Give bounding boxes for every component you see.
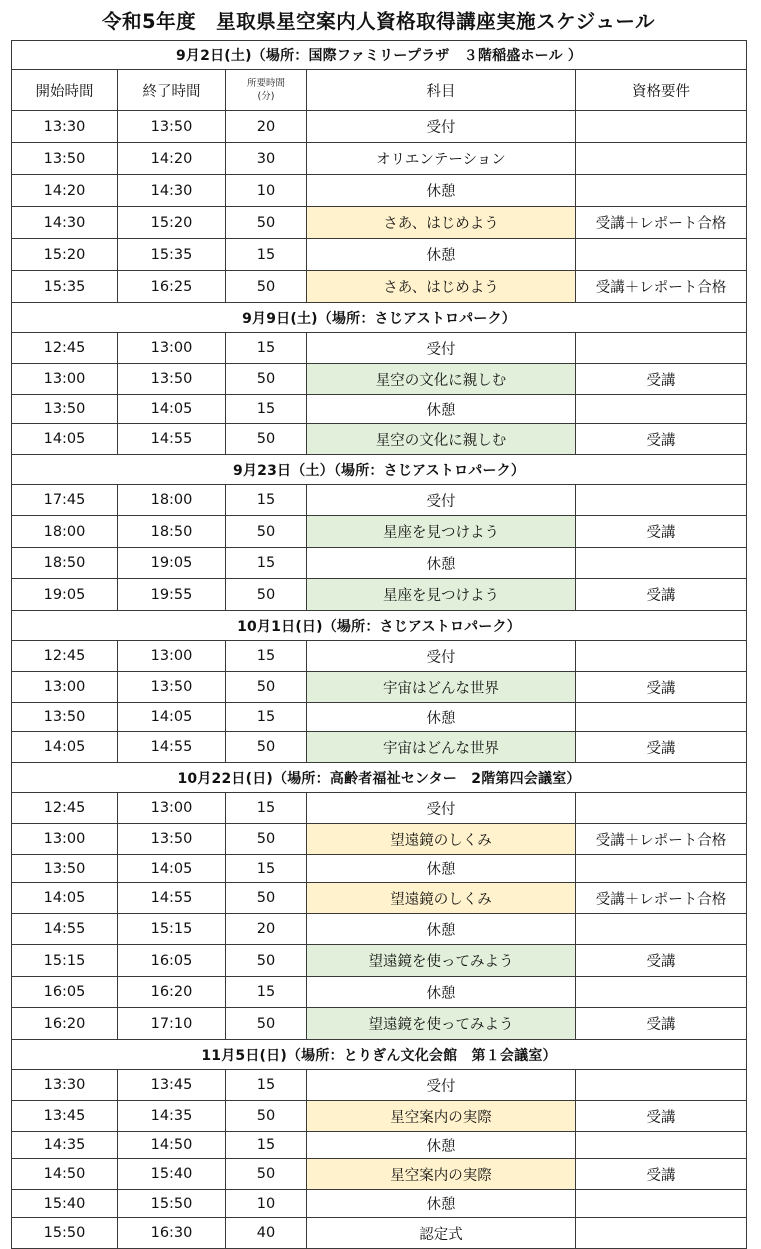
subject: 休憩 (307, 548, 576, 579)
table-row (12, 364, 747, 395)
table-row (12, 485, 747, 516)
end-time: 13:50 (118, 824, 226, 855)
start-time: 13:00 (12, 364, 118, 395)
start-time: 15:40 (12, 1190, 118, 1218)
end-time: 13:50 (118, 111, 226, 143)
duration-minutes: 50 (226, 364, 307, 395)
end-time: 13:00 (118, 641, 226, 672)
duration-minutes: 15 (226, 855, 307, 883)
table-row (12, 793, 747, 824)
end-time: 18:50 (118, 516, 226, 548)
requirement: 受講＋レポート合格 (576, 824, 747, 855)
start-time: 14:05 (12, 424, 118, 455)
duration-minutes: 20 (226, 914, 307, 945)
end-time: 15:50 (118, 1190, 226, 1218)
requirement: 受講 (576, 672, 747, 703)
start-time: 15:35 (12, 271, 118, 303)
start-time: 13:50 (12, 395, 118, 424)
start-time: 14:05 (12, 883, 118, 914)
subject: 休憩 (307, 1190, 576, 1218)
subject: 望遠鏡のしくみ (307, 883, 576, 914)
subject: 宇宙はどんな世界 (307, 672, 576, 703)
subject: 宇宙はどんな世界 (307, 732, 576, 763)
end-time: 18:00 (118, 485, 226, 516)
schedule-sheet (11, 4, 746, 1249)
table-row (12, 579, 747, 611)
requirement (576, 703, 747, 732)
subject: 受付 (307, 1070, 576, 1101)
section-heading-row (12, 611, 747, 641)
section-heading-row (12, 41, 747, 70)
requirement (576, 1070, 747, 1101)
duration-minutes: 50 (226, 271, 307, 303)
section-heading: 11月5日(日)（場所：とりぎん文化会館 第１会議室） (12, 1040, 747, 1070)
column-header-row (12, 70, 747, 111)
subject: 休憩 (307, 914, 576, 945)
header-end-time: 終了時間 (118, 70, 226, 111)
section-heading: 10月1日(日)（場所：さじアストロパーク） (12, 611, 747, 641)
duration-minutes: 50 (226, 883, 307, 914)
start-time: 16:20 (12, 1008, 118, 1040)
end-time: 14:30 (118, 175, 226, 207)
end-time: 15:35 (118, 239, 226, 271)
end-time: 15:20 (118, 207, 226, 239)
subject: 星空の文化に親しむ (307, 364, 576, 395)
table-row (12, 239, 747, 271)
table-row (12, 424, 747, 455)
duration-minutes: 10 (226, 175, 307, 207)
table-row (12, 1008, 747, 1040)
table-row (12, 548, 747, 579)
subject: 星空案内の実際 (307, 1159, 576, 1190)
end-time: 16:30 (118, 1218, 226, 1249)
start-time: 14:05 (12, 732, 118, 763)
duration-minutes: 30 (226, 143, 307, 175)
requirement: 受講＋レポート合格 (576, 207, 747, 239)
requirement: 受講 (576, 945, 747, 977)
duration-minutes: 15 (226, 548, 307, 579)
schedule-body (12, 41, 747, 1249)
requirement (576, 111, 747, 143)
duration-minutes: 10 (226, 1190, 307, 1218)
table-row (12, 395, 747, 424)
section-heading: 10月22日(日)（場所：高齢者福祉センター 2階第四会議室） (12, 763, 747, 793)
subject: 星空案内の実際 (307, 1101, 576, 1132)
end-time: 15:15 (118, 914, 226, 945)
duration-minutes: 50 (226, 824, 307, 855)
end-time: 14:05 (118, 703, 226, 732)
duration-minutes: 50 (226, 672, 307, 703)
start-time: 13:50 (12, 703, 118, 732)
start-time: 12:45 (12, 793, 118, 824)
duration-minutes: 50 (226, 579, 307, 611)
requirement (576, 641, 747, 672)
duration-minutes: 15 (226, 395, 307, 424)
start-time: 18:50 (12, 548, 118, 579)
end-time: 16:20 (118, 977, 226, 1008)
table-row (12, 111, 747, 143)
table-row (12, 641, 747, 672)
table-row (12, 703, 747, 732)
subject: さあ、はじめよう (307, 271, 576, 303)
subject: 星空の文化に親しむ (307, 424, 576, 455)
start-time: 19:05 (12, 579, 118, 611)
requirement: 受講 (576, 579, 747, 611)
subject: 休憩 (307, 1132, 576, 1159)
start-time: 13:30 (12, 111, 118, 143)
duration-minutes: 50 (226, 424, 307, 455)
table-row (12, 1190, 747, 1218)
requirement (576, 1132, 747, 1159)
duration-minutes: 15 (226, 485, 307, 516)
requirement (576, 855, 747, 883)
subject: 休憩 (307, 395, 576, 424)
table-row (12, 207, 747, 239)
requirement: 受講 (576, 1159, 747, 1190)
duration-minutes: 50 (226, 945, 307, 977)
start-time: 14:20 (12, 175, 118, 207)
duration-minutes: 50 (226, 732, 307, 763)
section-heading-row (12, 1040, 747, 1070)
requirement (576, 333, 747, 364)
end-time: 13:00 (118, 333, 226, 364)
duration-minutes: 50 (226, 1159, 307, 1190)
table-row (12, 883, 747, 914)
table-row (12, 1101, 747, 1132)
end-time: 13:50 (118, 364, 226, 395)
duration-minutes: 15 (226, 793, 307, 824)
start-time: 14:30 (12, 207, 118, 239)
section-heading: 9月23日（土）（場所：さじアストロパーク） (12, 455, 747, 485)
start-time: 16:05 (12, 977, 118, 1008)
header-subject: 科目 (307, 70, 576, 111)
duration-minutes: 15 (226, 333, 307, 364)
end-time: 14:50 (118, 1132, 226, 1159)
subject: 休憩 (307, 855, 576, 883)
end-time: 13:45 (118, 1070, 226, 1101)
table-row (12, 824, 747, 855)
subject: 望遠鏡を使ってみよう (307, 1008, 576, 1040)
requirement (576, 977, 747, 1008)
duration-minutes: 15 (226, 977, 307, 1008)
requirement (576, 793, 747, 824)
end-time: 16:25 (118, 271, 226, 303)
requirement (576, 914, 747, 945)
section-heading-row (12, 455, 747, 485)
section-heading: 9月2日(土)（場所：国際ファミリープラザ ３階稲盛ホール ） (12, 41, 747, 70)
subject: 休憩 (307, 239, 576, 271)
start-time: 15:50 (12, 1218, 118, 1249)
requirement (576, 485, 747, 516)
section-heading-row (12, 303, 747, 333)
table-row (12, 1070, 747, 1101)
end-time: 14:20 (118, 143, 226, 175)
subject: 受付 (307, 111, 576, 143)
requirement (576, 1190, 747, 1218)
start-time: 15:20 (12, 239, 118, 271)
subject: 受付 (307, 485, 576, 516)
end-time: 14:05 (118, 855, 226, 883)
requirement (576, 239, 747, 271)
duration-minutes: 40 (226, 1218, 307, 1249)
table-row (12, 143, 747, 175)
table-row (12, 855, 747, 883)
end-time: 14:55 (118, 424, 226, 455)
subject: 休憩 (307, 175, 576, 207)
table-row (12, 914, 747, 945)
end-time: 15:40 (118, 1159, 226, 1190)
requirement: 受講＋レポート合格 (576, 271, 747, 303)
start-time: 13:45 (12, 1101, 118, 1132)
table-row (12, 333, 747, 364)
table-row (12, 271, 747, 303)
section-heading: 9月9日(土)（場所：さじアストロパーク） (12, 303, 747, 333)
start-time: 14:35 (12, 1132, 118, 1159)
table-row (12, 1159, 747, 1190)
start-time: 18:00 (12, 516, 118, 548)
subject: 認定式 (307, 1218, 576, 1249)
subject: 受付 (307, 793, 576, 824)
subject: 望遠鏡のしくみ (307, 824, 576, 855)
end-time: 14:35 (118, 1101, 226, 1132)
duration-minutes: 50 (226, 1008, 307, 1040)
subject: 休憩 (307, 977, 576, 1008)
subject: 星座を見つけよう (307, 516, 576, 548)
end-time: 14:55 (118, 883, 226, 914)
subject: オリエンテーション (307, 143, 576, 175)
duration-minutes: 50 (226, 207, 307, 239)
start-time: 13:00 (12, 672, 118, 703)
table-row (12, 516, 747, 548)
start-time: 14:50 (12, 1159, 118, 1190)
table-row (12, 1218, 747, 1249)
end-time: 13:00 (118, 793, 226, 824)
header-duration (226, 70, 307, 111)
duration-minutes: 15 (226, 641, 307, 672)
schedule-table (11, 40, 747, 1249)
duration-minutes: 50 (226, 1101, 307, 1132)
requirement: 受講 (576, 1101, 747, 1132)
start-time: 13:30 (12, 1070, 118, 1101)
requirement (576, 175, 747, 207)
duration-minutes: 50 (226, 516, 307, 548)
table-row (12, 945, 747, 977)
requirement (576, 548, 747, 579)
start-time: 13:00 (12, 824, 118, 855)
end-time: 19:55 (118, 579, 226, 611)
end-time: 17:10 (118, 1008, 226, 1040)
start-time: 17:45 (12, 485, 118, 516)
header-duration-unit: (分) (257, 91, 275, 102)
header-requirement: 資格要件 (576, 70, 747, 111)
requirement (576, 1218, 747, 1249)
header-duration-label: 所要時間 (246, 78, 285, 89)
subject: 星座を見つけよう (307, 579, 576, 611)
start-time: 15:15 (12, 945, 118, 977)
subject: 望遠鏡を使ってみよう (307, 945, 576, 977)
requirement: 受講＋レポート合格 (576, 883, 747, 914)
requirement: 受講 (576, 364, 747, 395)
end-time: 14:05 (118, 395, 226, 424)
page-title: 令和5年度 星取県星空案内人資格取得講座実施スケジュール (102, 10, 655, 33)
table-row (12, 732, 747, 763)
duration-minutes: 15 (226, 1070, 307, 1101)
end-time: 16:05 (118, 945, 226, 977)
subject: 受付 (307, 641, 576, 672)
requirement: 受講 (576, 1008, 747, 1040)
start-time: 12:45 (12, 641, 118, 672)
end-time: 13:50 (118, 672, 226, 703)
duration-minutes: 15 (226, 1132, 307, 1159)
start-time: 14:55 (12, 914, 118, 945)
requirement (576, 143, 747, 175)
requirement (576, 395, 747, 424)
end-time: 14:55 (118, 732, 226, 763)
start-time: 13:50 (12, 855, 118, 883)
subject: 休憩 (307, 703, 576, 732)
table-row (12, 175, 747, 207)
duration-minutes: 15 (226, 239, 307, 271)
start-time: 13:50 (12, 143, 118, 175)
requirement: 受講 (576, 516, 747, 548)
subject: さあ、はじめよう (307, 207, 576, 239)
subject: 受付 (307, 333, 576, 364)
end-time: 19:05 (118, 548, 226, 579)
duration-minutes: 20 (226, 111, 307, 143)
requirement: 受講 (576, 732, 747, 763)
table-row (12, 1132, 747, 1159)
table-row (12, 672, 747, 703)
header-start-time: 開始時間 (12, 70, 118, 111)
start-time: 12:45 (12, 333, 118, 364)
requirement: 受講 (576, 424, 747, 455)
section-heading-row (12, 763, 747, 793)
duration-minutes: 15 (226, 703, 307, 732)
table-row (12, 977, 747, 1008)
